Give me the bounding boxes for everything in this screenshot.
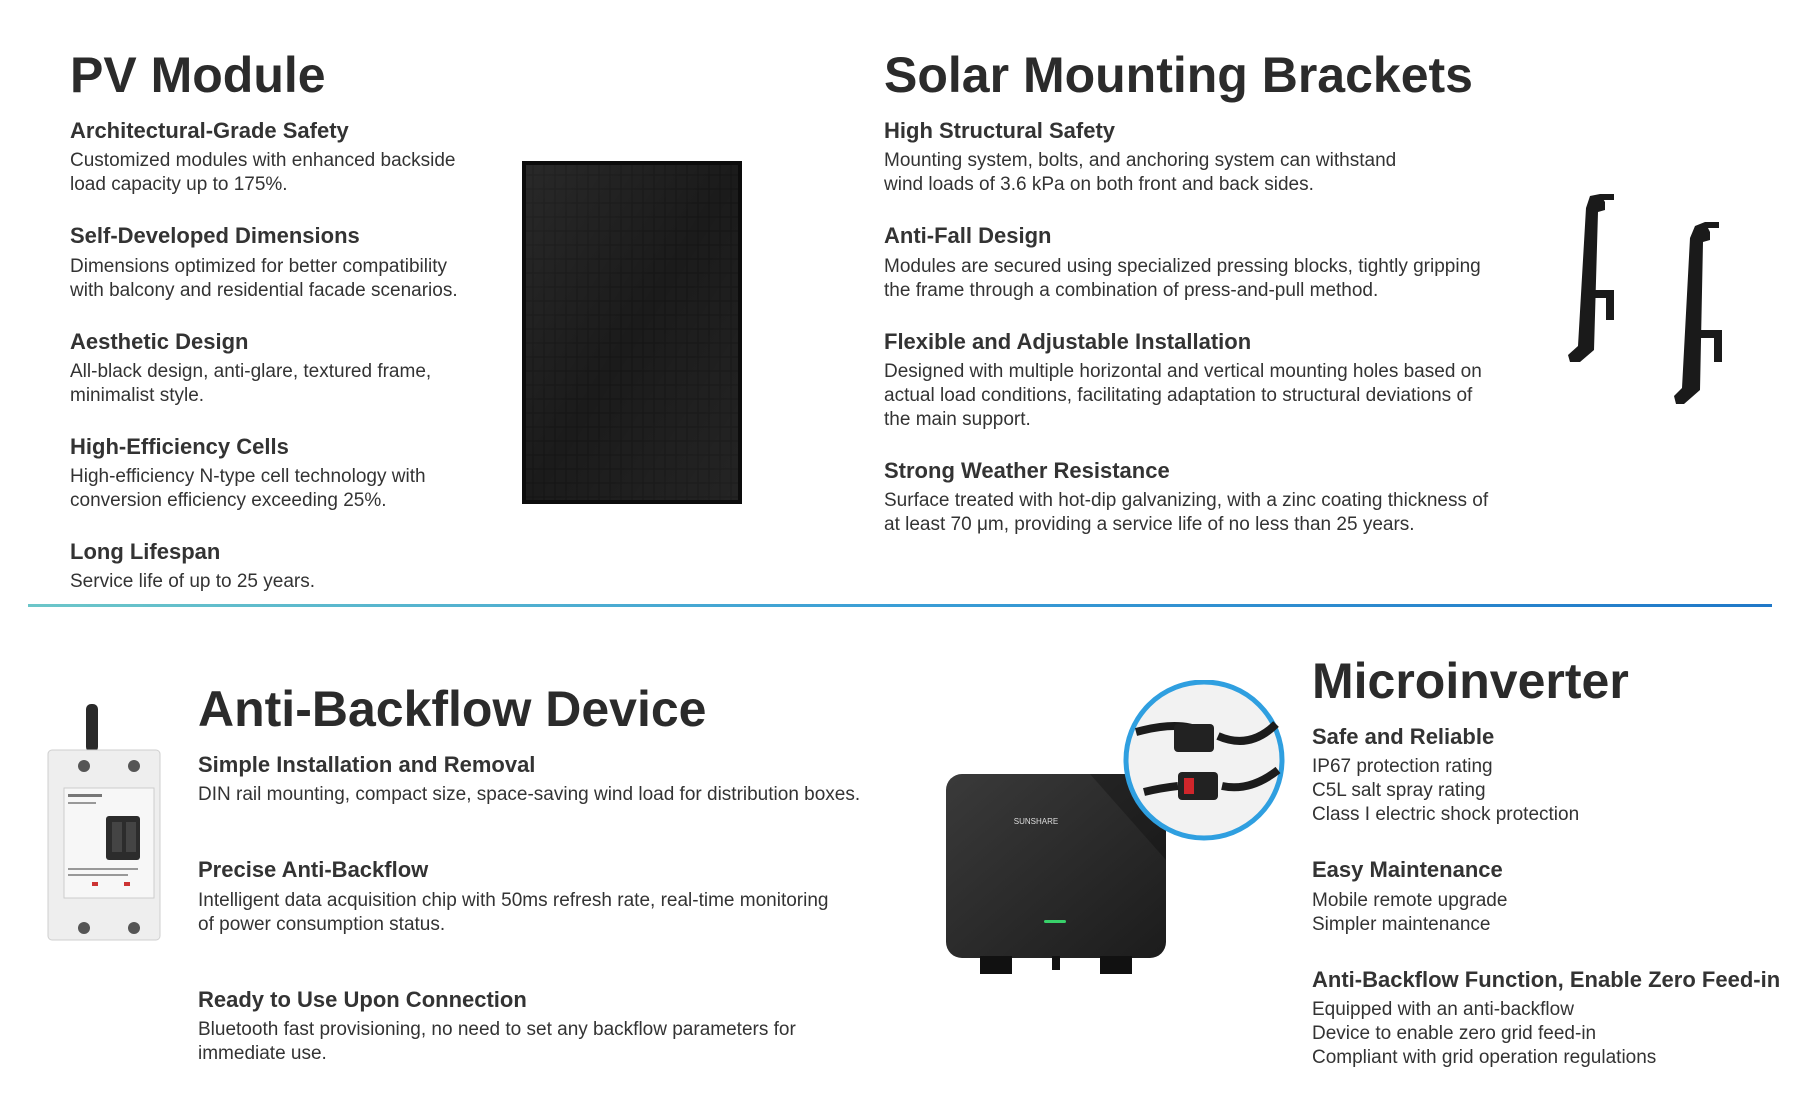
feature-item [884, 223, 1564, 302]
feature-heading: Simple Installation and Removal [198, 752, 536, 777]
feature-text: High-efficiency N-type cell technology with conversion efficiency exceeding 25%. [70, 466, 426, 512]
feature-heading: Strong Weather Resistance [884, 457, 1170, 483]
feature-heading: Architectural-Grade Safety [70, 118, 349, 143]
anti-backflow-section [198, 681, 918, 1092]
feature-item [70, 329, 510, 408]
feature-item [1312, 857, 1792, 936]
feature-text: Mounting system, bolts, and anchoring system can withstand wind loads of 3.6 kPa on both front and back sides. [884, 150, 1397, 196]
feature-text: All-black design, anti-glare, textured frame, minimalist style. [70, 360, 432, 406]
feature-heading: Easy Maintenance [1312, 857, 1503, 883]
feature-heading: Flexible and Adjustable Installation [884, 328, 1252, 354]
feature-text: Intelligent data acquisition chip with 50ms refresh rate, real-time monitoring of power consumption status. [198, 889, 829, 935]
feature-heading: Anti-Backflow Function, Enable Zero Feed-in [1312, 966, 1781, 992]
feature-text: Bluetooth fast provisioning, no need to set any backflow parameters for immediate use. [198, 1018, 796, 1064]
feature-item [70, 223, 510, 302]
feature-text: Dimensions optimized for better compatibility with balcony and residential facade scenarios. [70, 255, 458, 301]
feature-item [198, 987, 918, 1066]
feature-text: Mobile remote upgrade Simpler maintenance [1312, 889, 1508, 935]
feature-item [70, 539, 510, 594]
pv-module-section [70, 47, 510, 620]
feature-heading: Precise Anti-Backflow [198, 857, 429, 883]
pv-module-image [522, 161, 742, 504]
microinverter-title: Microinverter [1312, 653, 1629, 709]
feature-heading: Aesthetic Design [70, 328, 249, 354]
feature-text: DIN rail mounting, compact size, space-saving wind load for distribution boxes. [198, 784, 861, 806]
feature-text: Designed with multiple horizontal and vertical mounting holes based on actual load conditions, facilitating adaptation to structural deviations of the main support. [884, 360, 1482, 430]
feature-item [198, 857, 918, 936]
brackets-section [884, 47, 1564, 563]
microinverter-section [1312, 653, 1792, 1096]
feature-text: Service life of up to 25 years. [70, 571, 316, 593]
brand-label: SUNSHARE [1013, 817, 1059, 826]
feature-item [1312, 967, 1792, 1070]
feature-item [884, 118, 1564, 197]
microinverter-image [940, 680, 1290, 980]
feature-heading: High-Efficiency Cells [70, 433, 289, 459]
feature-text: IP67 protection rating C5L salt spray rating Class I electric shock protection [1312, 756, 1580, 826]
feature-item [70, 118, 510, 197]
feature-text: Equipped with an anti-backflow Device to enable zero grid feed-in Compliant with grid operation regulations [1312, 998, 1657, 1068]
feature-item [1312, 724, 1792, 827]
brackets-title: Solar Mounting Brackets [884, 47, 1473, 103]
feature-heading: Long Lifespan [70, 539, 221, 565]
anti-backflow-device-image [44, 704, 164, 949]
feature-text: Modules are secured using specialized pressing blocks, tightly gripping the frame through a combination of press-and-pull method. [884, 255, 1481, 301]
feature-heading: Self-Developed Dimensions [70, 223, 360, 249]
feature-heading: Safe and Reliable [1312, 724, 1495, 749]
feature-item [884, 329, 1564, 432]
mounting-bracket-image [1550, 190, 1750, 420]
section-divider [28, 604, 1772, 607]
pv-module-title: PV Module [70, 47, 326, 103]
feature-text: Customized modules with enhanced backside load capacity up to 175%. [70, 150, 456, 196]
anti-backflow-title: Anti-Backflow Device [198, 681, 707, 737]
feature-item [198, 752, 918, 807]
feature-item [884, 458, 1564, 537]
feature-heading: Ready to Use Upon Connection [198, 986, 527, 1012]
feature-item [70, 434, 510, 513]
feature-text: Surface treated with hot-dip galvanizing, with a zinc coating thickness of at least 70 μm, providing a service life of no less than 25 years. [884, 490, 1489, 536]
feature-heading: High Structural Safety [884, 118, 1116, 143]
feature-heading: Anti-Fall Design [884, 223, 1052, 249]
